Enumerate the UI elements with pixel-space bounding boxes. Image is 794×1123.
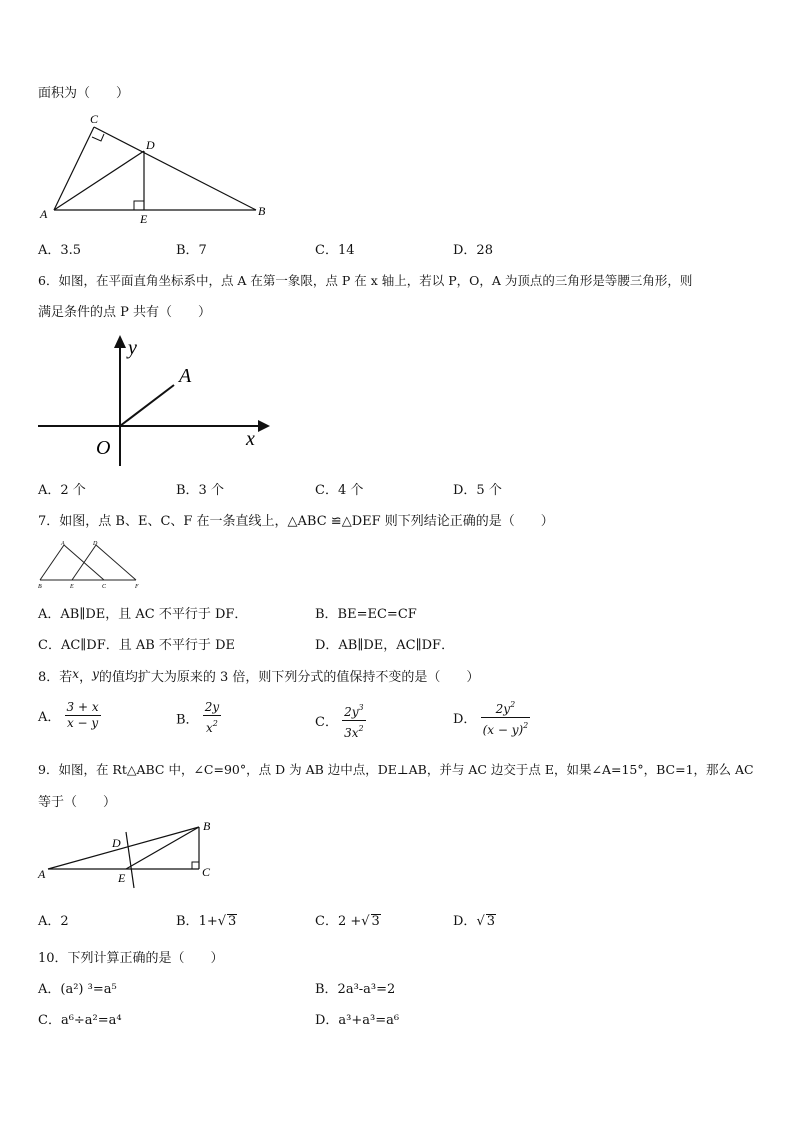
q5-label-b: B: [258, 204, 266, 218]
q8-b-den-exp: 2: [212, 719, 218, 728]
q8-option-d[interactable]: [453, 697, 530, 738]
q8-option-a-fraction: [65, 700, 101, 731]
q8-stem-suffix: 的值均扩大为原来的 3 倍，则下列分式的值保持不变的是（ ）: [98, 670, 480, 685]
q5-stem-tail: 面积为（ ）: [38, 86, 130, 101]
q6-label-x: x: [246, 428, 255, 450]
q5-option-a[interactable]: A．3.5: [38, 243, 82, 258]
q8-comma: ，: [79, 670, 93, 685]
q7-option-a[interactable]: A．AB∥DE，且 AC 不平行于 DF．: [38, 607, 248, 622]
q9-option-a[interactable]: [38, 910, 69, 929]
q9-triangle-figure: [36, 816, 221, 892]
q8-c-denominator: [342, 721, 366, 741]
q8-a-numerator: 3 + x: [66, 700, 99, 714]
q9-option-c-prefix: 2 +: [337, 914, 362, 929]
q7-label-b: B: [38, 584, 42, 590]
q6-coordinate-figure: [36, 330, 276, 470]
q10-option-b[interactable]: B．2a³-a³=2: [315, 982, 396, 997]
q7-label-a: A: [61, 541, 65, 547]
q9-option-b[interactable]: [176, 910, 237, 929]
q5-label-c: C: [90, 112, 99, 126]
sqrt-icon: √: [217, 914, 227, 929]
q5-option-d[interactable]: D．28: [453, 243, 493, 258]
q5-option-c[interactable]: C．14: [315, 243, 355, 258]
q8-var-x: x: [72, 667, 80, 681]
q9-option-d-radicand: 3: [486, 914, 496, 929]
q8-d-num-exp: 2: [510, 700, 516, 709]
q6-option-d[interactable]: D．5 个: [453, 483, 502, 498]
q10-stem: 10．下列计算正确的是（ ）: [38, 951, 224, 966]
q9-label-e: E: [118, 871, 126, 885]
q9-stem-line1: 9．如图，在 Rt△ABC 中，∠C=90°，点 D 为 AB 边中点，DE⊥AB，并与 AC 边交于点 E，如果∠A=15°，BC=1，那么 AC: [38, 762, 754, 777]
q9-option-b-prefix: 1+: [198, 914, 218, 929]
q6-option-b[interactable]: B．3 个: [176, 483, 224, 498]
q9-label-b: B: [203, 819, 211, 833]
q8-option-a[interactable]: [38, 700, 101, 731]
q10-option-a[interactable]: A．(a²) ³=a⁵: [38, 982, 117, 997]
q6-stem-line2: 满足条件的点 P 共有（ ）: [38, 305, 212, 320]
q9-option-a-value: 2: [60, 914, 69, 929]
q9-option-c[interactable]: [315, 910, 381, 929]
q8-d-den-base: (x − y): [482, 723, 524, 737]
q7-stem: 7．如图，点 B、E、C、F 在一条直线上，△ABC ≌△DEF 则下列结论正确的是（ ）: [38, 514, 554, 529]
q8-option-a-letter: A．: [38, 710, 61, 725]
sqrt-icon: √: [476, 914, 485, 929]
q8-a-denominator: x − y: [66, 716, 99, 730]
q5-label-a: A: [40, 207, 48, 221]
q6-option-a[interactable]: A．2 个: [38, 483, 86, 498]
q7-option-b[interactable]: B．BE=EC=CF: [315, 607, 417, 622]
q9-option-d[interactable]: [453, 910, 496, 929]
q8-b-denominator: [203, 716, 221, 736]
q9-option-c-letter: C．: [315, 914, 338, 929]
q7-label-f: F: [135, 584, 139, 590]
q5-label-d: D: [146, 138, 155, 152]
q7-triangles-figure: [36, 538, 146, 590]
q8-option-c[interactable]: [315, 700, 366, 741]
q6-label-o: O: [96, 437, 111, 459]
q8-var-y: y: [92, 667, 99, 681]
q7-label-e: E: [70, 584, 74, 590]
q9-label-d: D: [112, 836, 121, 850]
q8-b-den-base: x: [205, 721, 213, 735]
q10-option-c[interactable]: C．a⁶÷a²=a⁴: [38, 1013, 122, 1028]
q9-option-b-radicand: 3: [228, 914, 237, 929]
q5-option-b[interactable]: B．7: [176, 243, 207, 258]
q8-stem-prefix: 8．若: [38, 670, 73, 685]
q8-d-numerator: [481, 697, 531, 718]
q8-option-d-letter: D．: [453, 712, 477, 727]
q9-option-c-radicand: 3: [371, 914, 380, 929]
q8-d-denominator: [481, 718, 531, 738]
q8-c-numerator: [342, 700, 366, 721]
q8-b-numerator: 2y: [204, 700, 220, 714]
q9-option-d-letter: D．: [453, 914, 477, 929]
q8-option-b-fraction: [203, 700, 221, 736]
q8-option-c-letter: C．: [315, 715, 338, 730]
q9-stem-line2: 等于（ ）: [38, 795, 117, 810]
q8-d-den-exp: 2: [523, 721, 529, 730]
q8-option-c-fraction: [342, 700, 366, 741]
q8-d-num-base: 2y: [495, 702, 511, 716]
q8-c-den-exp: 2: [358, 724, 364, 733]
sqrt-icon: √: [361, 914, 370, 929]
q5-label-e: E: [140, 212, 148, 226]
q9-option-b-letter: B．: [176, 914, 199, 929]
q8-c-den-base: 3x: [344, 726, 359, 740]
q7-option-d[interactable]: D．AB∥DE，AC∥DF．: [315, 638, 455, 653]
q10-option-d[interactable]: D．a³+a³=a⁶: [315, 1013, 400, 1028]
q6-label-y: y: [128, 337, 137, 359]
q8-stem: [38, 666, 479, 685]
q9-label-c: C: [202, 865, 211, 879]
q9-option-a-letter: A．: [38, 914, 61, 929]
q8-c-num-base: 2y: [344, 705, 359, 719]
q6-label-a: A: [179, 365, 192, 387]
q5-triangle-figure: [36, 112, 276, 230]
q9-label-a: A: [38, 867, 46, 881]
q7-label-c: C: [102, 584, 107, 590]
q8-option-b[interactable]: [176, 700, 221, 736]
q6-stem-line1: 6．如图，在平面直角坐标系中，点 A 在第一象限，点 P 在 x 轴上，若以 P，O，A 为顶点的三角形是等腰三角形，则: [38, 273, 693, 288]
q8-c-num-exp: 3: [358, 703, 364, 712]
q7-option-c[interactable]: C．AC∥DF．且 AB 不平行于 DE: [38, 638, 235, 653]
q8-option-b-letter: B．: [176, 712, 199, 728]
q7-label-d: D: [93, 541, 98, 547]
q8-option-d-fraction: [481, 697, 531, 738]
q6-option-c[interactable]: C．4 个: [315, 483, 364, 498]
